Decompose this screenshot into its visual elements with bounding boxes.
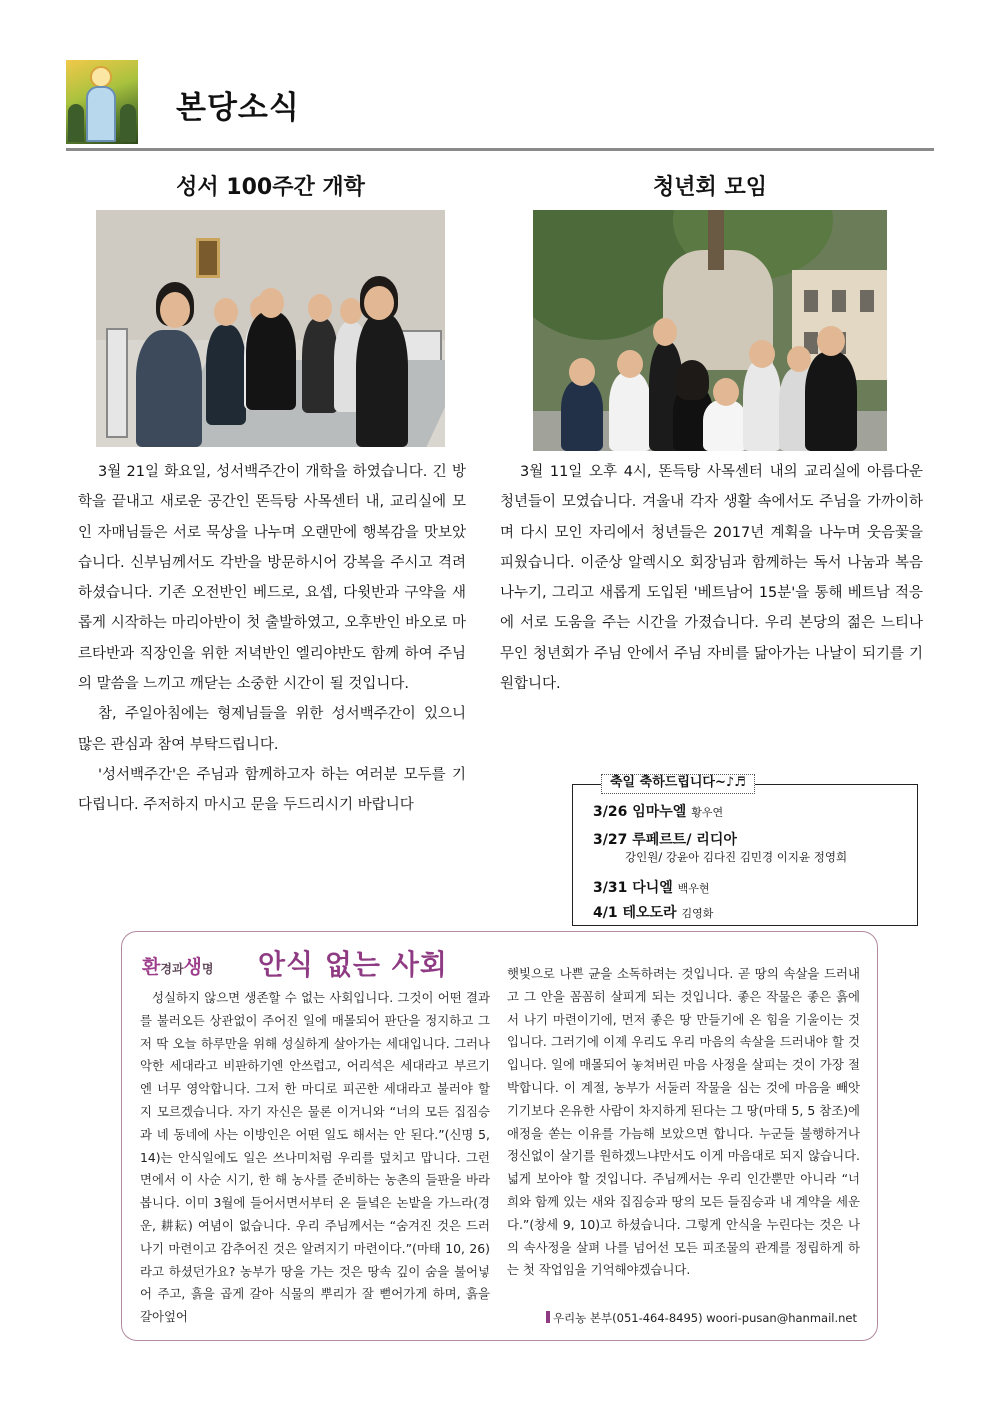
photo-person [136, 330, 202, 447]
feast-row [593, 902, 713, 922]
photo-window [804, 290, 818, 312]
feast-date: 3/26 [593, 804, 628, 820]
photo-person-face [787, 346, 811, 372]
figure-robe [86, 86, 116, 142]
footer-bar-icon [546, 1311, 550, 1323]
photo-person-hair [675, 360, 709, 400]
env-footer-text: 우리농 본부(051-464-8495) woori-pusan@hanmail.net [552, 1311, 857, 1325]
env-footer [546, 1310, 857, 1326]
feast-day-box [572, 775, 918, 926]
photo-person [609, 372, 651, 451]
photo-person [561, 380, 603, 451]
photo-person [703, 400, 747, 451]
left-paragraph: 3월 21일 화요일, 성서백주간이 개학을 하였습니다. 긴 방학을 끝내고 새로운 공간인 똔득탕 사목센터 내, 교리실에 모인 자매님들은 서로 묵상을 나누며 오랜만에 행복감을 맛보았습니다. 신부님께서도 각반을 방문하시어 강복을 주시고 격려하셨습니다. 기존 오전반인 베드로, 요셉, 다윗반과 구약을 새롭게 시작하는 마리아반이 첫 출발하였고, 오후반인 바오로 마르타반과 직장인을 위한 저녁반인 엘리야반도 함께 하여 주님의 말씀을 느끼고 깨닫는 소중한 시간이 될 것입니다. [78, 464, 466, 693]
header-divider [66, 148, 934, 151]
right-article-body [500, 457, 923, 699]
feast-saint: 루페르트/ 리디아 [632, 832, 737, 848]
photo-person [206, 325, 246, 425]
left-article-title: 성서 100주간 개학 [176, 175, 365, 200]
feast-row [593, 829, 737, 849]
env-left-column: 성실하지 않으면 생존할 수 없는 사회입니다. 그것이 어떤 결과를 불러오든 상관없이 주어진 일에 매몰되어 판단을 정지하고 그저 딱 오늘 하루만을 위해 성실하게 살아가는 세대입니다. 그러나 악한 세대라고 비판하기엔 안쓰럽고, 어리석은 세대라고 부르기엔 너무 영악합니다. 그저 한 마디로 피곤한 세대라고 불러야 할지 모르겠습니다. 자기 자신은 물론 이거니와 “너의 모든 집짐승과 네 동네에 사는 이방인은 어떤 일도 해서는 안 된다.”(신명 5, 14)는 안식일에도 일은 쓰나미처럼 우리를 덮치고 맙니다. 그런 면에서 이 사순 시기, 한 해 농사를 준비하는 농촌의 들판을 바라봅니다. 이미 3월에 들어서면서부터 온 들녘은 논밭을 가느라(경운, 耕耘) 여념이 없습니다. 우리 주님께서는 “숨겨진 것은 드러나기 마련이고 감추어진 것은 알려지기 마련이다.”(마태 10, 26)라고 하셨던가요? 농부가 땅을 가는 것은 땅속 깊이 숨을 불어넣어 주고, 흙을 곱게 갈아 식물의 뿌리가 잘 뻗어가게 하며, 흙을 갈아엎어 [140, 990, 490, 1325]
photo-person-face [749, 340, 775, 368]
photo-person-face [713, 378, 739, 406]
left-paragraph: 참, 주일아침에는 형제님들을 위한 성서백주간이 있으니 많은 관심과 참여 부탁드립니다. [78, 706, 466, 753]
photo-person-face [340, 298, 362, 324]
photo-priest [246, 312, 296, 410]
photo-person [805, 352, 857, 451]
photo-person-face [364, 286, 394, 320]
feast-names: 강인원/ 강윤아 김다진 김민경 이지윤 정영희 [625, 850, 848, 864]
figure-right [120, 104, 136, 142]
photo-person-face [817, 326, 845, 356]
right-article-title: 청년회 모임 [653, 175, 767, 200]
youth-group-photo [533, 210, 887, 451]
left-paragraph: '성서백주간'은 주님과 함께하고자 하는 여러분 모두를 기다립니다. 주저하지 마시고 문을 두드리시기 바랍니다 [78, 766, 466, 814]
right-paragraph: 3월 11일 오후 4시, 똔득탕 사목센터 내의 교리실에 아름다운 청년들이 모였습니다. 겨울내 각자 생활 속에서도 주님을 가까이하며 다시 모인 자리에서 청년들은 2017년 계획을 나누며 웃음꽃을 피웠습니다. 이준상 알렉시오 회장님과 함께하는 독서 나눔과 복음나누기, 그리고 새롭게 도입된 '베트남어 15분'을 통해 베트남 적응에 서로 도움을 주는 시간을 가졌습니다. 우리 본당의 젊은 느티나무인 청년회가 주님 안에서 주님 자비를 닮아가는 나날이 되기를 기원합니다. [500, 464, 923, 693]
photo-tree-trunk [708, 210, 724, 270]
figure-left [68, 104, 84, 142]
photo-person-face [160, 292, 190, 328]
feast-date: 4/1 [593, 905, 618, 921]
feast-saint: 다니엘 [632, 880, 673, 896]
parish-logo [66, 60, 138, 144]
feast-saint: 임마누엘 [632, 804, 687, 820]
env-category: 환경과생명 [142, 956, 214, 978]
photo-window [832, 290, 846, 312]
photo-chair [106, 328, 128, 438]
feast-names: 황우연 [691, 806, 724, 819]
photo-person-face [214, 298, 238, 326]
photo-person [356, 314, 408, 447]
feast-row [593, 801, 723, 821]
feast-date: 3/27 [593, 832, 628, 848]
feast-date: 3/31 [593, 880, 628, 896]
photo-person-face [308, 294, 332, 322]
feast-day-heading: 축일 축하드립니다~♪♬ [601, 774, 755, 794]
env-right-column: 햇빛으로 나쁜 균을 소독하려는 것입니다. 곧 땅의 속살을 드러내고 그 안을 꼼꼼히 살피게 되는 것입니다. 좋은 작물은 좋은 흙에서 나기 마련이기에, 먼저 좋은 땅 만들기에 온 힘을 기울이는 것입니다. 그러기에 이제 우리도 우리 마음의 속살을 드러내야 할 것입니다. 일에 매몰되어 놓쳐버린 마음 사정을 살피는 것이 가장 절박합니다. 이 계절, 농부가 서둘러 작물을 심는 것에 마음을 빼앗기기보다 온유한 사람이 차지하게 된다는 그 땅(마태 5, 5 참조)에 애정을 쏟는 이유를 가늠해 보았으면 합니다. 누군들 불행하거나 정신없이 살기를 원하겠느냐만서도 이게 마음대로 되지 않습니다. 넓게 보아야 할 것입니다. 주님께서는 우리 인간뿐만 아니라 “너희와 함께 있는 새와 집짐승과 땅의 모든 들짐승과 내 계약을 세운다.”(창세 9, 10)고 하셨습니다. 그렇게 안식을 누린다는 것은 나의 속사정을 살펴 나를 넘어선 모든 피조물의 관계를 정립하게 하는 첫 작업임을 기억해야겠습니다. [507, 966, 860, 1278]
photo-priest-face [258, 288, 284, 318]
halo-shape [90, 66, 112, 88]
photo-person [302, 318, 338, 413]
photo-wall-frame [196, 238, 220, 278]
env-title: 안식 없는 사회 [258, 948, 448, 981]
photo-window [860, 290, 874, 312]
photo-person-face [653, 318, 677, 346]
feast-row [593, 877, 710, 897]
page-title: 본당소식 [176, 90, 300, 126]
environment-life-box [121, 931, 878, 1341]
feast-saint: 테오도라 [622, 905, 677, 921]
photo-person-face [617, 350, 643, 378]
photo-person-face [569, 358, 595, 386]
feast-names: 백우현 [677, 882, 710, 895]
feast-names: 김영화 [681, 907, 714, 920]
bible-study-photo [96, 210, 445, 447]
photo-person [743, 360, 781, 451]
left-article-body [78, 457, 466, 821]
